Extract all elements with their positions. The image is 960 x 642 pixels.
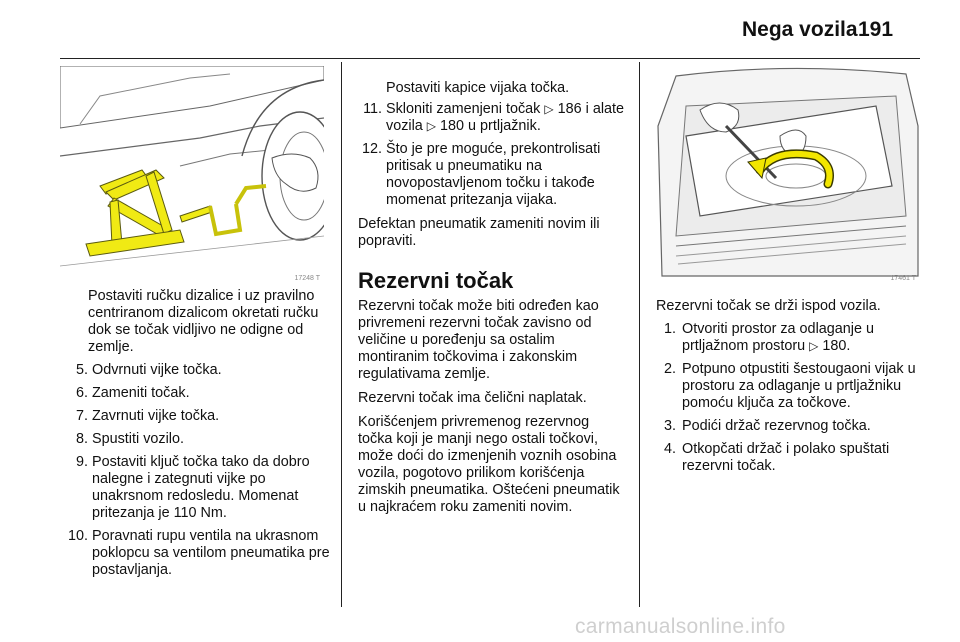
page-ref[interactable]: 180 <box>822 338 847 354</box>
jack-drawing <box>60 66 324 284</box>
cap-instruction: Postaviti kapice vijaka točka. <box>386 80 570 96</box>
body-paragraph: Rezervni točak ima čelični naplatak. <box>358 390 587 406</box>
watermark: carmanualsonline.info <box>575 615 786 638</box>
figure-code: 17461 T <box>890 275 916 282</box>
page-ref[interactable]: 186 <box>557 101 582 117</box>
column-divider-1 <box>341 62 342 607</box>
column-divider-2 <box>639 62 640 607</box>
step-number: 11. <box>363 101 382 117</box>
header-rule <box>60 58 920 59</box>
step-text: Odvrnuti vijke točka. <box>92 362 222 378</box>
step-text: Zavrnuti vijke točka. <box>92 408 220 424</box>
step-number: 1. <box>663 321 676 337</box>
step-text: Otvoriti prostor za odlaganje u prtljažnom prostoru <box>682 321 874 354</box>
list-item <box>358 141 626 209</box>
step-number: 8. <box>75 431 88 447</box>
figure-code: 17248 T <box>294 275 320 282</box>
spare-wheel-steps <box>656 321 924 475</box>
page-ref-arrow-icon: ▷ <box>426 119 437 133</box>
list-item <box>60 454 330 522</box>
body-paragraph: Rezervni točak može biti određen kao privremeni rezervni točak zavisno od veličine u poređenju sa ostalim montiranim točkovima i zakonskim regulativama zemlje. <box>358 298 599 382</box>
step-number: 12. <box>361 141 382 157</box>
list-item <box>656 321 924 355</box>
page-ref-arrow-icon: ▷ <box>809 339 819 353</box>
list-item <box>358 101 626 135</box>
list-item <box>60 528 330 579</box>
wheel-change-steps <box>60 362 330 579</box>
jack-handle-instruction: Postaviti ručku dizalice i uz pravilno centriranom dizalicom okretati ručku dok se točak vidljivo ne odigne od zemlje. <box>88 288 319 355</box>
step-text: Otkopčati držač i polako spuštati rezervni točak. <box>682 441 890 474</box>
step-number: 4. <box>663 441 676 457</box>
running-header-title: Nega vozila <box>742 18 858 41</box>
list-item <box>60 362 330 379</box>
page-ref-arrow-icon: ▷ <box>544 102 554 116</box>
page-ref[interactable]: 180 <box>440 118 465 134</box>
column-1 <box>60 288 330 579</box>
column-2 <box>358 80 626 516</box>
step-number: 5. <box>75 362 88 378</box>
list-item <box>656 441 924 475</box>
list-item <box>656 418 924 435</box>
spare-wheel-location: Rezervni točak se drži ispod vozila. <box>656 298 881 314</box>
wheel-change-steps-cont <box>358 101 626 209</box>
step-text: Spustiti vozilo. <box>92 431 184 447</box>
step-number: 10. <box>67 528 88 544</box>
trunk-drawing <box>656 66 920 284</box>
defect-note: Defektan pneumatik zameniti novim ili popraviti. <box>358 216 600 249</box>
list-item <box>60 385 330 402</box>
step-number: 2. <box>663 361 676 377</box>
step-text: Skloniti zamenjeni točak <box>386 101 545 117</box>
step-number: 9. <box>75 454 88 470</box>
step-text: Postaviti ključ točka tako da dobro nalegne i zategnuti vijke po unakrsnom redosledu. Momenat pritezanja je 110 Nm. <box>92 454 310 521</box>
list-item <box>656 361 924 412</box>
step-number: 6. <box>75 385 88 401</box>
body-paragraph: Korišćenjem privremenog rezervnog točka koji je manji nego ostali točkovi, može doći do izmenjenih voznih osobina vozila, pogotovo prilikom korišćenja zimskih pneumatika. Oštećeni pneumatik u najkraćem roku zameniti novim. <box>358 414 620 515</box>
spare-wheel-illustration <box>656 66 920 284</box>
step-text: u prtljažnik. <box>464 118 541 134</box>
step-number: 7. <box>75 408 88 424</box>
step-text: Što je pre moguće, prekontrolisati pritisak u pneumatiku na novopostavljenom točku i takođe momenat pritezanja vijaka. <box>386 141 601 208</box>
step-text: Zameniti točak. <box>92 385 190 401</box>
section-heading: Rezervni točak <box>358 268 514 293</box>
page-number: 191 <box>858 18 894 41</box>
step-number: 3. <box>663 418 676 434</box>
list-item <box>60 431 330 448</box>
step-text: Podići držač rezervnog točka. <box>682 418 871 434</box>
jack-illustration <box>60 66 324 284</box>
step-text: . <box>846 338 851 354</box>
step-text: Poravnati rupu ventila na ukrasnom poklopcu sa ventilom pneumatika pre postavljanja. <box>92 528 330 578</box>
step-text: i alate vozila <box>386 101 625 134</box>
step-text: Potpuno otpustiti šestougaoni vijak u prostoru za odlaganje u prtljažniku pomoću ključa za točkove. <box>682 361 916 411</box>
column-3 <box>656 298 924 475</box>
list-item <box>60 408 330 425</box>
